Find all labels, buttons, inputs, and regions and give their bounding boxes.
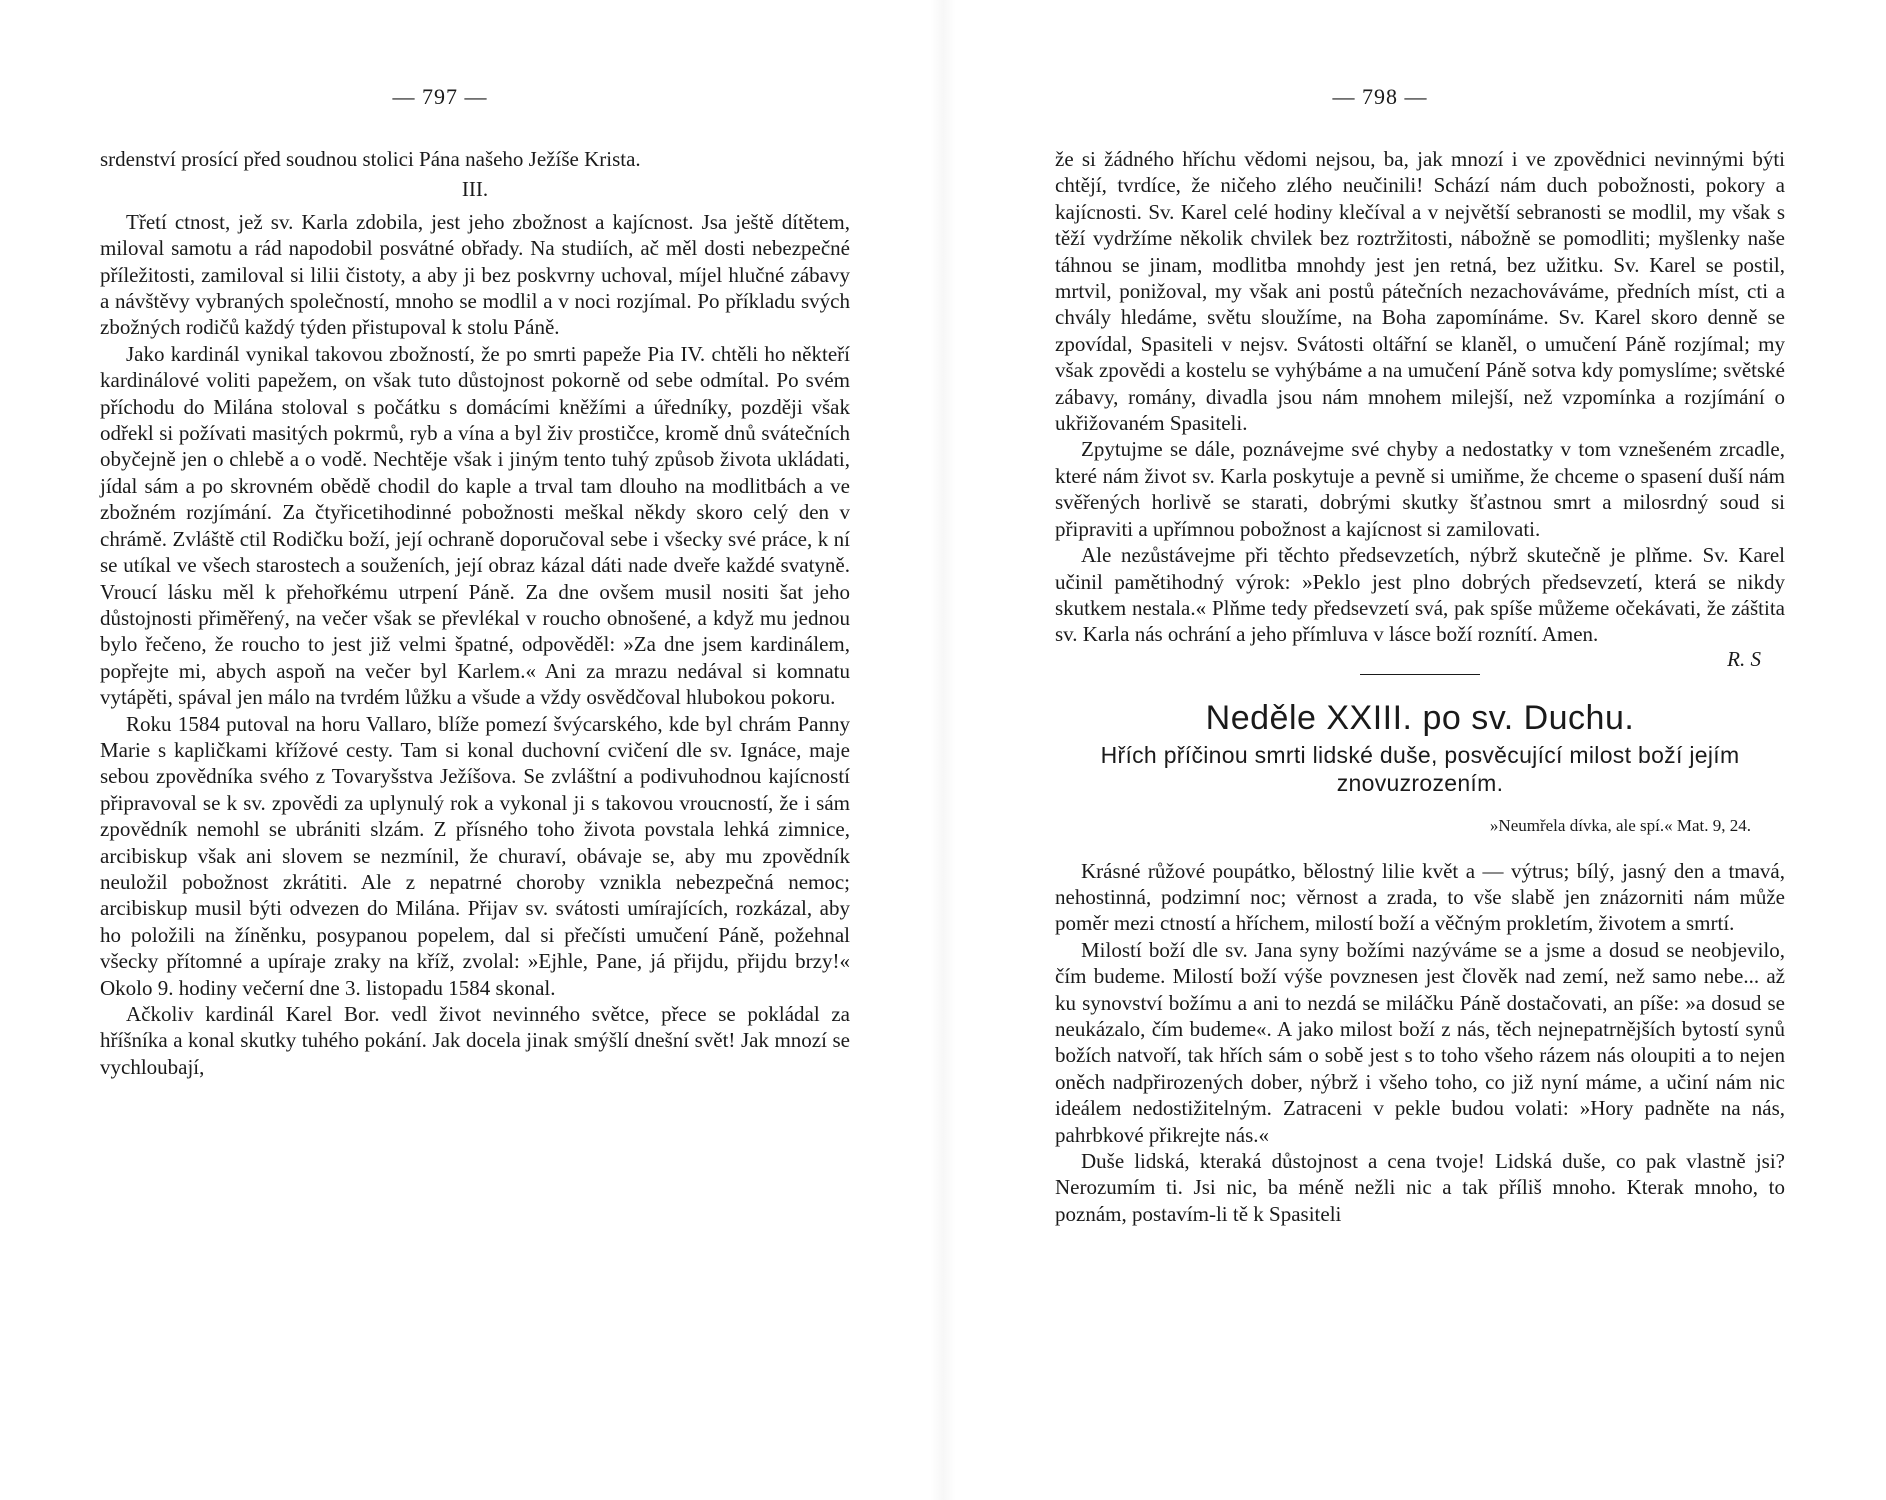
paragraph: Milostí boží dle sv. Jana syny božími nazýváme se a jsme a dosud se neobjevilo, čím budeme. Milostí boží výše povznesen jest člověk nad zemí, než samo nebe... až ku synovství božímu a ani to nezdá se miláčku Páně dostačovati, an píše: »a dosud se neukázalo, čím budeme«. A jako milost boží z nás, těch nejnepatrnějších bytostí synů božích natvoří, tak hřích sám o sobě jest s to toho všeho rázem nás oloupiti a to nejen oněch nadpřirozených dober, nýbrž i všeho toho, co již nyní máme, a učiní nám nic ideálem nedostižitelným. Zatraceni v pekle budou volati: »Hory padněte na nás, pahrbkové přikrejte nás.« <box>1055 937 1785 1147</box>
paragraph: Duše lidská, kteraká důstojnost a cena tvoje! Lidská duše, co pak vlastně jsi? Nerozumím ti. Jsi nic, ba méně nežli nic a tak příliš mnoho. Kterak mnoho, to poznám, postavím-li tě k Spasiteli <box>1055 1149 1785 1226</box>
book-gutter <box>930 0 956 1500</box>
page-number-left: — 797 — <box>392 84 488 109</box>
paragraph: srdenství prosící před soudnou stolici Pána našeho Ježíše Krista. <box>100 147 641 171</box>
paragraph: Jako kardinál vynikal takovou zbožností, že po smrti papeže Pia IV. chtěli ho někteří kardinálové voliti papežem, on však tuto důstojnost pokorně od sebe odmítal. Po svém příchodu do Milána stoloval s počátku s domácími kněžími a úředníky, později však odřekl si požívati masitých pokrmů, ryb a vína a byl živ prostičce, kromě dnů svátečních obyčejně jen o chlebě a o vodě. Nechtěje však i jiným tento tuhý způsob života ukládati, jídal sám a po skrovném obědě chodil do kaple a trval tam dlouho na modlitbách a ve zbožném rozjímání. Za čtyřicetihodinné pobožnosti meškal někdy skoro celý den v chrámě. Zvláště ctil Rodičku boží, její ochraně doporučoval sebe i všecky své práce, k ní se utíkal ve všech starostech a souženích, její obraz kázal dáti nade dveře každé svatyně. Vroucí lásku měl k přehořkému utrpení Páně. Za dne ovšem musil nositi šat jeho důstojnosti přiměřený, na večer však se převlékal v roucho obnošené, a když mu jednou bylo řečeno, že roucho to jest již velmi špatné, odpověděl: »Za dne jsem kardinálem, popřejte mi, abych aspoň na večer byl Karlem.« Ani za mrazu nedával si komnatu vytápěti, spával jen málo na tvrdém lůžku a všude a vždy osvědčoval hlubokou pokoru. <box>100 341 850 710</box>
left-page <box>100 0 850 1500</box>
paragraph: Třetí ctnost, jež sv. Karla zdobila, jest jeho zbožnost a kajícnost. Jsa ještě dítětem, miloval samotu a rád napodobil posvátné obřady. Na studiích, ač měl dosti nebezpečné příležitosti, zamiloval si lilii čistoty, a aby ji bez poskvrny uchoval, míjel hlučné zábavy a návštěvy vybraných společností, mnoho se modlil a v noci rozjímal. Po příkladu svých zbožných rodičů každý týden přistupoval k stolu Páně. <box>100 209 850 340</box>
page-number-right: — 798 — <box>1332 84 1428 109</box>
author-signature: R. S <box>1727 646 1761 671</box>
left-page-body <box>100 146 850 1080</box>
paragraph: že si žádného hříchu vědomi nejsou, ba, jak mnozí i ve zpovědnici nevinnými býti chtějí, tvrdíce, že ničeho zlého neučinili! Schází nám duch pobožnosti, pokory a kajícnosti. Sv. Karel celé hodiny klečíval a v největší sebranosti se modlil, my však s těží vydržíme několik chvilek bez roztržitosti, nábožně se pomodliti; myšlenky naše táhnou se jinam, modlitba mnohdy jest jen retná, bez užitku. Sv. Karel se postil, mrtvil, ponižoval, my však ani postů pátečních nezachováváme, předních míst, cti a chvály hledáme, světu sloužíme, na Boha zapomínáme. Sv. Karel skoro denně se zpovídal, Spasiteli v nejsv. Svátosti oltářní se klaněl, o umučení Páně rozjímal; my však zpovědi a kostelu se vyhýbáme a na umučení Páně sotva kdy pomyslíme; světské zábavy, romány, divadla jsou nám mnohem milejší, než vzpomínka a rozjímání o ukřižovaném Spasiteli. <box>1055 147 1785 436</box>
right-page-body <box>1055 146 1785 1227</box>
section-divider <box>1360 674 1480 675</box>
paragraph: Ale nezůstávejme při těchto předsevzetích, nýbrž skutečně je plňme. Sv. Karel učinil pamětihodný výrok: »Peklo jest plno dobrých předsevzetí, která se nikdy skutkem nestala.« Plňme tedy předsevzetí svá, pak spíše můžeme očekávati, že záštita sv. Karla nás ochrání a jeho přímluva v lásce boží roznítí. Amen. <box>1055 543 1785 647</box>
paragraph: Krásné růžové poupátko, bělostný lilie květ a — výtrus; bílý, jasný den a tmavá, nehostinná, podzimní noc; věrnost a zrada, to vše slabě jen znázorniti nám může poměr mezi ctností a hříchem, milostí boží a věčným prokletím, životem a smrtí. <box>1055 858 1785 936</box>
sermon-title: Neděle XXIII. po sv. Duchu. <box>1205 699 1635 738</box>
paragraph: Roku 1584 putoval na horu Vallaro, blíže pomezí švýcarského, kde byl chrám Panny Marie s kapličkami křížové cesty. Tam si konal duchovní cvičení dle sv. Ignáce, maje sebou zpovědníka svého z Tovaryšstva Ježíšova. Se zvláštní a podivuhodnou kajícností připravoval se k sv. zpovědi za uplynulý rok a vykonal ji s takovou vroucností, že i sám zpovědník nemohl se ubrániti slzám. Z přísného toho života povstala lehká zimnice, arcibiskup však ani slovem se nezmínil, že churaví, obávaje se, aby mu zpovědník neuložil pobožnost zkrátiti. Ale z nepatrné choroby vznikla nebezpečná nemoc; arcibiskup musil býti odvezen do Milána. Přijav sv. svátosti umírajících, rozkázal, aby ho položili na žíněnku, posypanou popelem, dal si přečísti umučení Páně, požehnal všecky přítomné a upíraje zraky na kříž, zvolal: »Ejhle, Pane, já přijdu, přijdu brzy!« Okolo 9. hodiny večerní dne 3. listopadu 1584 skonal. <box>100 711 850 1000</box>
paragraph: Ačkoliv kardinál Karel Bor. vedl život nevinného světce, přece se pokládal za hříšníka a konal skutky tuhého pokání. Jak docela jinak smýšlí dnešní svět! Jak mnozí se vychloubají, <box>100 1002 850 1079</box>
sermon-subtitle: Hřích příčinou smrti lidské duše, posvěcující milost boží jejím znovuzrozením. <box>1100 742 1740 797</box>
scripture-motto: »Neumřela dívka, ale spí.« Mat. 9, 24. <box>1489 816 1751 836</box>
right-page <box>1055 0 1785 1500</box>
paragraph: Zpytujme se dále, poznávejme své chyby a nedostatky v tom vznešeném zrcadle, které nám život sv. Karla poskytuje a pevně si umiňme, že chceme o spasení duší nám svěřených horlivě se starati, dobrými skutky šťastnou smrt a milosrdný soud si připraviti a upřímnou pobožnost a kajícnost si zamilovati. <box>1055 437 1785 541</box>
section-heading: III. <box>461 177 489 202</box>
